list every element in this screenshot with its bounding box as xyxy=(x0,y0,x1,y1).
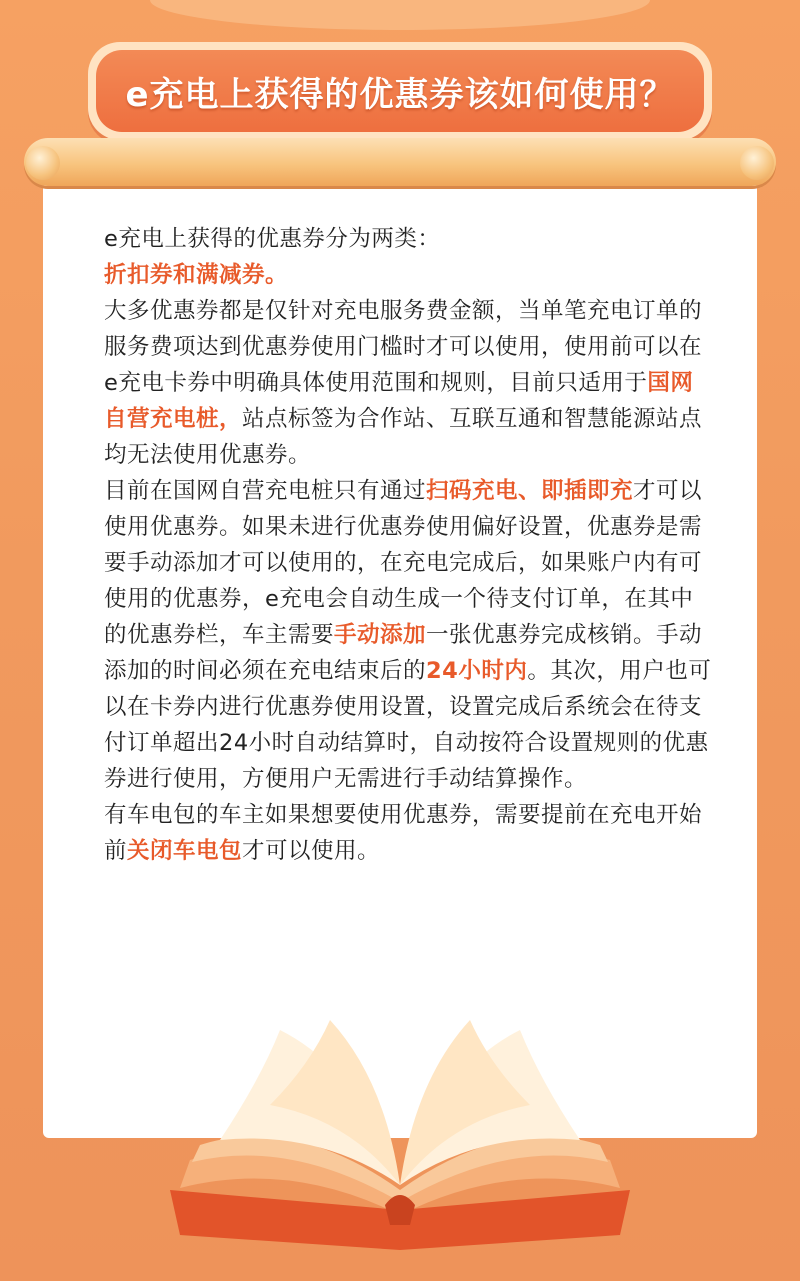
scroll-rod-cap-left xyxy=(26,146,60,180)
paragraph-3 xyxy=(104,797,714,869)
paragraph-2-text-a: 目前在国网自营充电桩只有通过 xyxy=(104,478,427,504)
highlight-close-package: 关闭车电包 xyxy=(127,838,243,864)
title-banner-inner xyxy=(96,50,704,132)
paragraph-1-text-a: 大多优惠券都是仅针对充电服务费金额，当单笔充电订单的服务费项达到优惠券使用门槛时才可以使用，使用前可以在e充电卡券中明确具体使用范围和规则，目前只适用于 xyxy=(104,298,703,396)
scroll-rod xyxy=(24,138,776,186)
paragraph-1-text-b: 站点标签为合作站、互联互通和智慧能源站点均无法使用优惠券。 xyxy=(104,406,703,468)
top-glow xyxy=(150,0,650,30)
page-title: e充电上获得的优惠券该如何使用？ xyxy=(125,74,675,115)
highlight-state-grid-piles: 国网自营充电桩， xyxy=(104,370,694,432)
paragraph-1 xyxy=(104,293,714,473)
paragraph-2-text-b: 才可以使用优惠券。如果未进行优惠券使用偏好设置，优惠券是需要手动添加才可以使用的，在充电完成后，如果账户内有可使用的优惠券，e充电会自动生成一个待支付订单，在其中的优惠券栏，车主需要 xyxy=(104,478,703,648)
highlight-scan-plug-charge: 扫码充电、即插即充 xyxy=(426,478,634,504)
open-book-icon xyxy=(160,1010,640,1250)
scroll-rod-cap-right xyxy=(740,146,774,180)
highlight-manual-add: 手动添加 xyxy=(334,622,427,648)
article-body xyxy=(104,221,714,869)
paragraph-2-text-d: 。其次，用户也可以在卡券内进行优惠券使用设置，设置完成后系统会在待支付订单超出24小时自动结算时，自动按符合设置规则的优惠券进行使用，方便用户无需进行手动结算操作。 xyxy=(104,658,712,792)
coupon-types: 折扣券和满减券。 xyxy=(104,262,289,288)
article-intro: e充电上获得的优惠券分为两类： xyxy=(104,226,441,252)
title-banner xyxy=(88,42,712,140)
paragraph-2-text-c: 一张优惠券完成核销。手动添加的时间必须在充电结束后的 xyxy=(104,622,703,684)
highlight-24-hours: 24小时内 xyxy=(426,658,528,684)
paragraph-3-text-a: 有车电包的车主如果想要使用优惠券，需要提前在充电开始前 xyxy=(104,802,703,864)
paragraph-2 xyxy=(104,473,714,797)
paragraph-3-text-b: 才可以使用。 xyxy=(242,838,381,864)
